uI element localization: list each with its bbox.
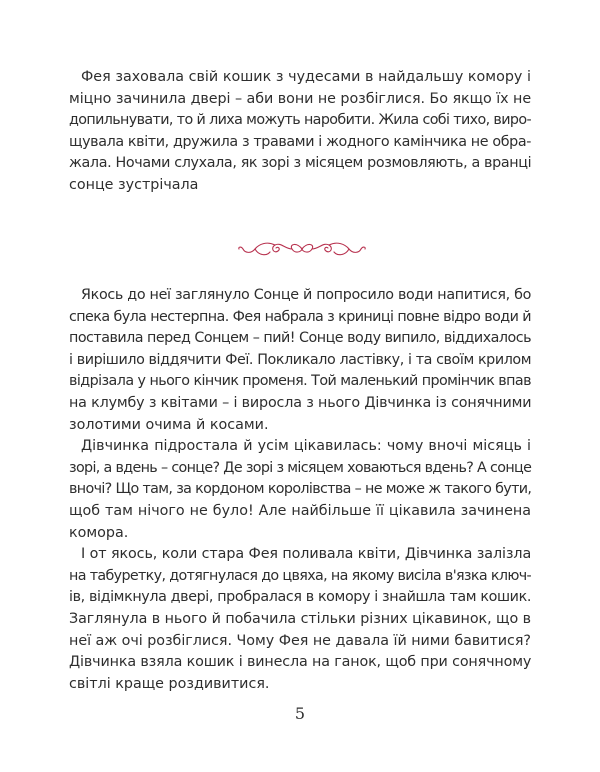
text-line: і вирішило віддячити Феї. Покликало ластівку, і та своїм крилом xyxy=(69,351,532,368)
decorative-flourish-icon xyxy=(237,236,367,262)
text-line: на клумбу з квітами – і виросла з нього Дівчинка із сонячними xyxy=(69,394,532,411)
text-line: світлі краще роздивитися. xyxy=(69,675,270,692)
text-line: на табуретку, дотягнулася до цвяха, на якому висіла в'язка ключ- xyxy=(69,567,531,584)
text-line: вночі? Що там, за кордоном королівства – не може ж такого бути, xyxy=(69,481,532,498)
text-line: ів, відімкнула двері, пробралася в комору і знайшла там кошик. xyxy=(69,589,531,606)
text-line: відрізала у нього кінчик променя. Той маленький промінчик впав xyxy=(69,373,531,390)
text-line: щувала квіти, дружила з травами і жодного камінчика не обра- xyxy=(69,133,531,150)
text-line: Заглянула в нього й побачила стільки різних цікавинок, що в xyxy=(69,610,531,627)
text-line: сонце зустрічала xyxy=(69,176,199,193)
page-number: 5 xyxy=(294,704,306,723)
text-line: жала. Ночами слухала, як зорі з місяцем розмовляють, а вранці xyxy=(69,155,532,172)
text-line: спека була нестерпна. Фея набрала з криниці повне відро води й xyxy=(69,308,531,325)
text-line: міцно зачинила двері – аби вони не розбіглися. Бо якщо їх не xyxy=(69,90,532,107)
text-line: Дівчинка взяла кошик і винесла на ганок, щоб при сонячному xyxy=(69,654,532,671)
paragraph-block-1 xyxy=(69,67,531,197)
text-line: допильнувати, то й лиха можуть наробити. Жила собі тихо, виро- xyxy=(69,112,531,129)
text-line: Якось до неї заглянуло Сонце й попросило води напитися, бо xyxy=(81,287,532,303)
text-line: золотими очима й косами. xyxy=(69,416,269,433)
text-line: Фея заховала свій кошик з чудесами в найдальшу комору і xyxy=(81,69,531,85)
text-line: неї аж очі розбіглися. Чому Фея не давала їй ними бавитися? xyxy=(69,632,531,649)
text-line: зорі, а вдень – сонце? Де зорі з місяцем ховаються вдень? А сонце xyxy=(69,459,532,476)
text-line: щоб там нічого не було! Але найбільше її цікавила зачинена xyxy=(69,502,531,519)
paragraph-block-2 xyxy=(69,285,531,695)
text-line: І от якось, коли стара Фея поливала квіти, Дівчинка залізла xyxy=(81,546,532,563)
text-line: поставила перед Сонцем – пий! Сонце воду випило, віддихалось xyxy=(69,330,531,347)
text-line: комора. xyxy=(69,524,129,541)
text-line: Дівчинка підростала й усім цікавилась: чому вночі місяць і xyxy=(81,438,531,455)
